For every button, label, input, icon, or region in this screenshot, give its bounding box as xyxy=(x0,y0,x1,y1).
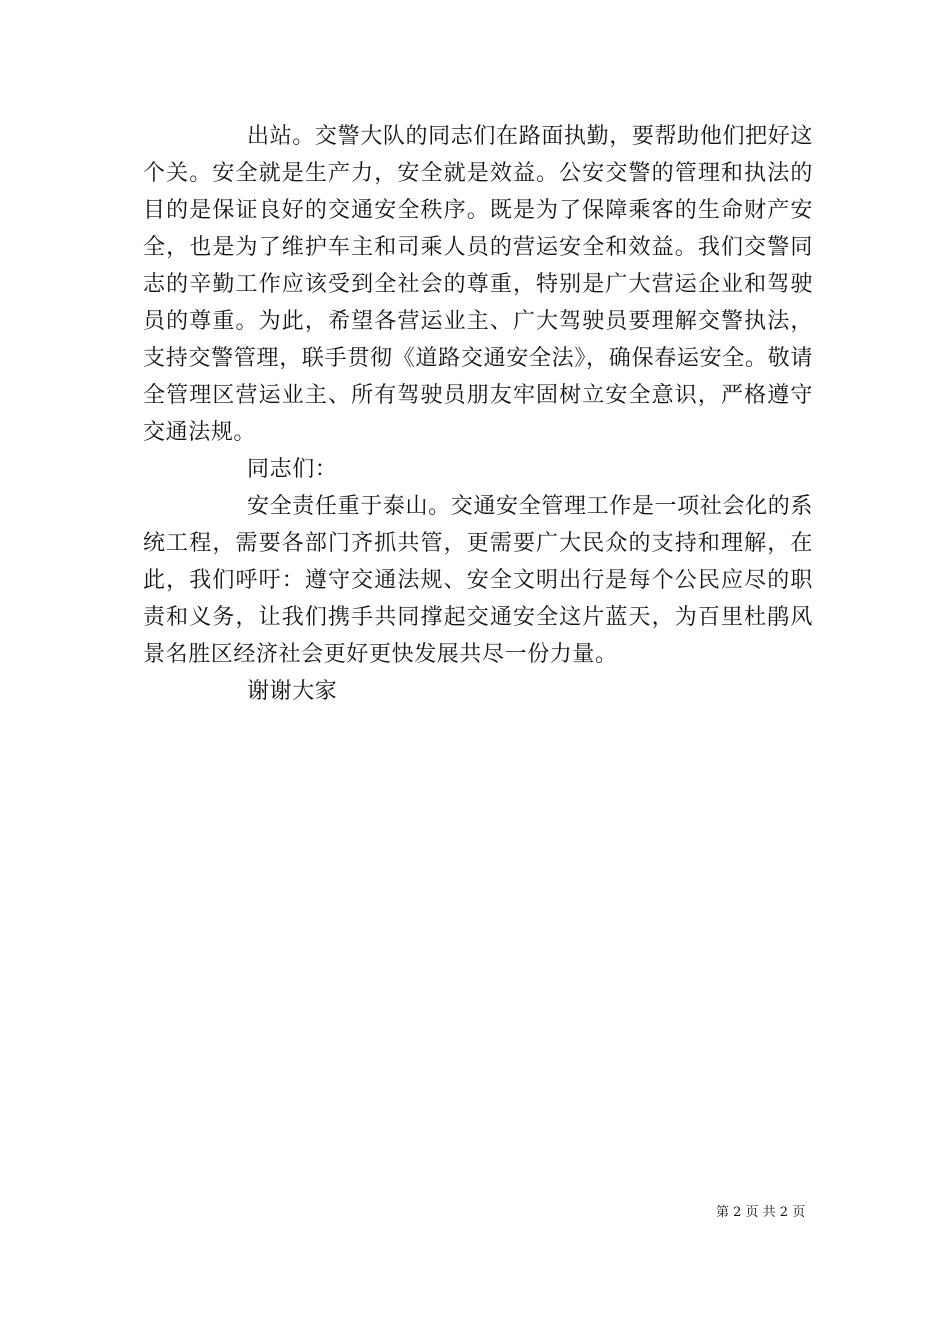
paragraph-safety-responsibility: 安全责任重于泰山。交通安全管理工作是一项社会化的系统工程，需要各部门齐抓共管，更需要广大民众的支持和理解，在此，我们呼吁：遵守交通法规、安全文明出行是每个公民应尽的职责和义务，让我们携手共同撑起交通安全这片蓝天，为百里杜鹃风景名胜区经济社会更好更快发展共尽一份力量。 xyxy=(143,494,813,667)
page-number-footer: 第 2 页 共 2 页 xyxy=(716,1205,806,1220)
paragraph-closing: 谢谢大家 xyxy=(247,679,338,704)
paragraph-traffic-police: 出站。交警大队的同志们在路面执勤，要帮助他们把好这个关。安全就是生产力，安全就是效益。公安交警的管理和执法的目的是保证良好的交通安全秩序。既是为了保障乘客的生命财产安全，也是为了维护车主和司乘人员的营运安全和效益。我们交警同志的辛勤工作应该受到全社会的尊重，特别是广大营运企业和驾驶员的尊重。为此，希望各营运业主、广大驾驶员要理解交警执法，支持交警管理，联手贯彻《道路交通安全法》，确保春运安全。敬请全管理区营运业主、所有驾驶员朋友牢固树立安全意识，严格遵守交通法规。 xyxy=(143,124,813,445)
document-body xyxy=(143,118,813,710)
paragraph-salutation: 同志们： xyxy=(247,457,338,482)
